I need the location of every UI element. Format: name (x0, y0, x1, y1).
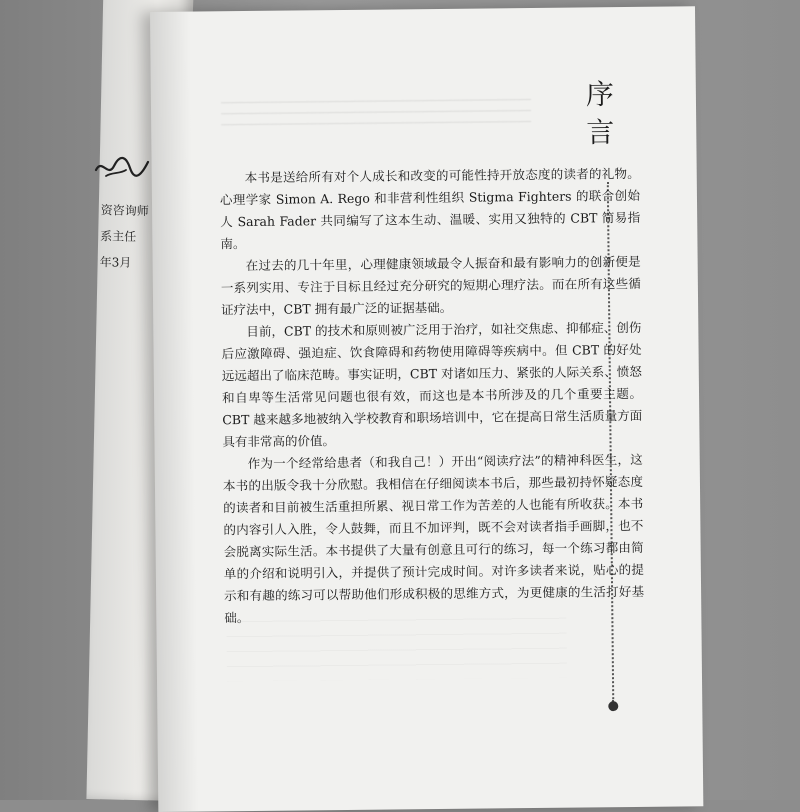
paragraph: 目前，CBT 的技术和原则被广泛用于治疗，如社交焦虑、抑郁症、创伤后应激障碍、强迫症、饮食障碍和药物使用障碍等疾病中。但 CBT 的好处远远超出了临床范畴。事实证明，CBT 对诸如压力、紧张的人际关系、愤怒和自卑等生活常见问题也很有效，而这也是本书所涉及的几个重要主题。CBT 越来越多地被纳入学校教育和职场培训中，它在提高日常生活质量方面具有非常高的价值。 (221, 319, 643, 450)
left-page-line: 年3月 (99, 255, 132, 270)
show-through-text (221, 96, 531, 135)
left-page-line: 资咨询师 (100, 203, 149, 219)
paragraph: 作为一个经常给患者（和我自己！）开出“阅读疗法”的精神科医生，这本书的出版令我十分欣慰。我相信在仔细阅读本书后，那些最初持怀疑态度的读者和目前被生活重担所累、视日常工作为苦差的人也能有所收获。本书的内容引人入胜，令人鼓舞，而且不加评判，既不会对读者指手画脚，也不会脱离实际生活。本书提供了大量有创意且可行的练习，每一个练习都由简单的介绍和说明引入，并提供了预计完成时间。对许多读者来说，贴心的提示和有趣的练习可以帮助他们形成积极的思维方式，为更健康的生活打好基础。 (222, 451, 645, 626)
paragraph: 本书是送给所有对个人成长和改变的可能性持开放态度的读者的礼物。心理学家 Simon A. Rego 和非营利性组织 Stigma Fighters 的联合创始人 Sarah Fader 共同编写了这本生动、温暖、实用又独特的 CBT 简易指南。 (219, 165, 641, 252)
spine-shadow (150, 12, 198, 812)
body-text (220, 163, 645, 629)
book-page (150, 6, 703, 812)
paragraph: 在过去的几十年里，心理健康领域最令人振奋和最有影响力的创新便是一系列实用、专注于目标且经过充分研究的短期心理疗法。而在所有这些循证疗法中，CBT 拥有最广泛的证据基础。 (220, 253, 641, 318)
signature-image (92, 148, 152, 184)
left-page-line: 系主任 (100, 229, 137, 244)
rule-end-dot (608, 701, 618, 711)
page-title: 序言 (581, 79, 616, 156)
